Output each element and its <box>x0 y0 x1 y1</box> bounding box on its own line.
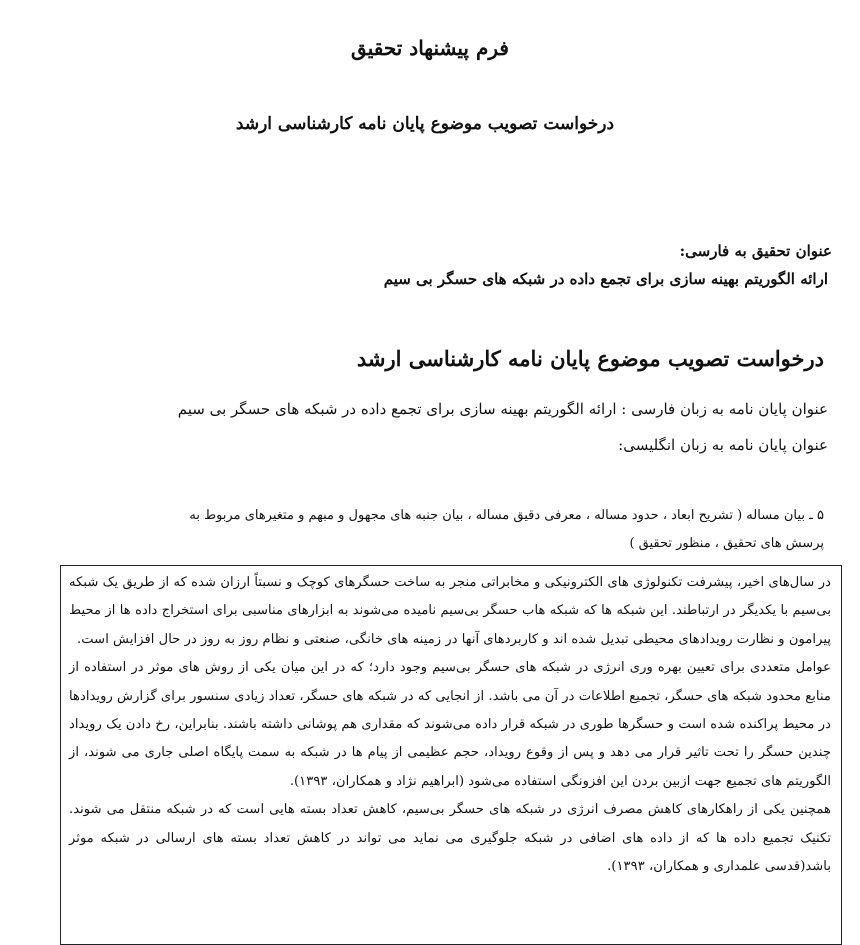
form-subtitle: درخواست تصویب موضوع پایان نامه کارشناسی ارشد <box>235 114 615 134</box>
problem-statement-box <box>60 565 842 945</box>
section-heading: درخواست تصویب موضوع پایان نامه کارشناسی ارشد <box>356 346 824 371</box>
persian-title-value: ارائه الگوریتم بهینه سازی برای تجمع داده در شبکه های حسگر بی سیم <box>383 270 828 288</box>
persian-title-label: عنوان تحقیق به فارسی: <box>679 242 832 260</box>
item-5-problem-statement-label: ۵ ـ بیان مساله ( تشریح ابعاد ، حدود مساله ، معرفی دقیق مساله ، بیان جنبه های مجهول و مبهم و متغیرهای مربوط به پرسش های تحقیق ، منظور تحقیق ) <box>189 508 824 551</box>
thesis-english-title-line: عنوان پایان نامه به زبان انگلیسی: <box>618 436 828 454</box>
body-paragraph-1: در سال‌های اخیر، پیشرفت تکنولوژی های الکترونیکی و مخابراتی منجر به ساخت حسگرهای کوچک و نسبتاً ارزان شده که از طریق یک شبکه بی‌سیم با یکدیگر در ارتباطند. این شبکه ها که شبکه هاب حسگر بی‌سیم نامیده می‌شوند به ابزارهای مناسبی برای استخراج داده ها از محیط پیرامون و نظارت رویدادهای محیطی تبدیل شده اند و کاربردهای آنها در زمینه های خانگی، صنعتی و نظام روز به روز در حال افزایش است. <box>69 575 831 647</box>
body-paragraph-2: عوامل متعددی برای تعیین بهره وری انرژی در شبکه های حسگر بی‌سیم وجود دارد؛ که در این میان یکی از روش های موثر در استفاده از منابع محدود شبکه های حسگر، تجمیع اطلاعات در آن می باشد. از انجایی که در شبکه های حسگر، تعداد زیادی سنسور برای گزارش رویدادها در محیط پراکنده شده است و حسگرها طوری در شبکه قرار داده می‌شوند که مقداری هم پوشانی داشته باشند. بنابراین، رخ دادن یک رویداد چندین حسگر را تحت تاثیر قرار می دهد و پس از وقوع رویداد، حجم عظیمی از پیام ها در شبکه به سمت پایگاه اصلی جاری می شوند، از الگوریتم های تجمیع جهت ازبین بردن این افزونگی استفاده می‌شود (ابراهیم نژاد و همکاران، ۱۳۹۳). <box>69 660 831 789</box>
form-title: فرم پیشنهاد تحقیق <box>351 36 509 60</box>
body-paragraph-3: همچنین یکی از راهکارهای کاهش مصرف انرژی در شبکه های حسگر بی‌سیم، کاهش تعداد بسته هایی است که در شبکه منتقل می شوند. تکنیک تجمیع داده ها که از داده های اضافی در شبکه جلوگیری می نماید می تواند در کاهش تعداد بسته های ارسالی در شبکه موثر باشد(قدسی علمداری و همکاران، ۱۳۹۳). <box>69 802 831 875</box>
thesis-persian-title-line: عنوان پایان نامه به زبان فارسی : ارائه الگوریتم بهینه سازی برای تجمع داده در شبکه های حسگر بی سیم <box>177 400 828 418</box>
